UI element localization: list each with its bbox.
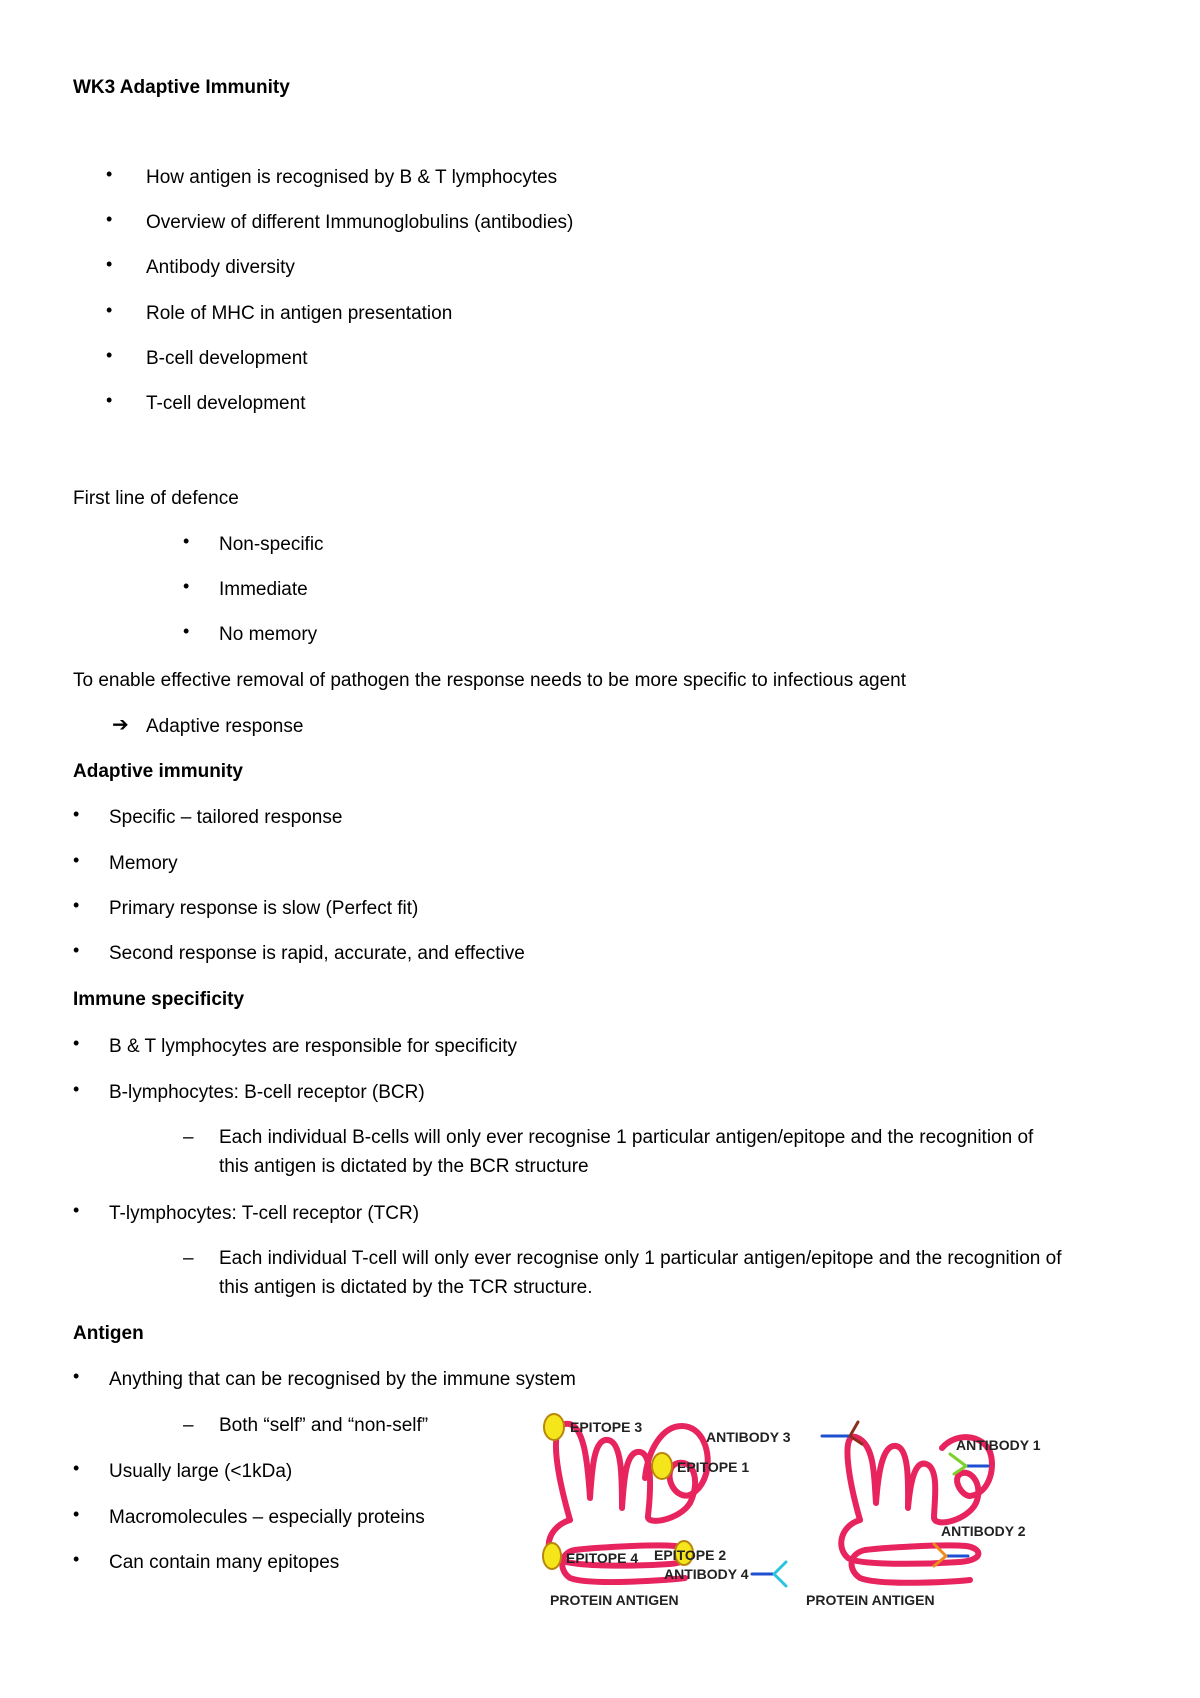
specific-sentence: To enable effective removal of pathogen the response needs to be more specific to infectious agent	[73, 670, 907, 691]
outline-item: Overview of different Immunoglobulins (antibodies)	[146, 212, 574, 233]
bullet: •	[73, 1504, 80, 1524]
antibody-3	[822, 1422, 862, 1444]
bullet: •	[183, 621, 190, 641]
outline-item: Antibody diversity	[146, 257, 295, 278]
right-protein-antigen	[841, 1437, 992, 1583]
epitope-2-label: EPITOPE 2	[654, 1547, 727, 1563]
adaptive-response-text: Adaptive response	[146, 716, 304, 737]
adaptive-item: Second response is rapid, accurate, and effective	[109, 943, 525, 964]
antibody-3-label: ANTIBODY 3	[706, 1429, 791, 1445]
antigen-item: Macromolecules – especially proteins	[109, 1507, 425, 1528]
antigen-item: Can contain many epitopes	[109, 1552, 340, 1573]
dash: –	[183, 1127, 194, 1148]
right-protein-caption: PROTEIN ANTIGEN	[806, 1592, 935, 1608]
bullet: •	[73, 850, 80, 870]
outline-item: How antigen is recognised by B & T lymphocytes	[146, 167, 558, 188]
bullet: •	[106, 345, 113, 365]
bullet: •	[73, 1458, 80, 1478]
antibody-4-label: ANTIBODY 4	[664, 1566, 749, 1582]
bullet: •	[73, 804, 80, 824]
antigen-item: Usually large (<1kDa)	[109, 1461, 293, 1482]
specificity-item: B-lymphocytes: B-cell receptor (BCR)	[109, 1082, 425, 1103]
outline-item: T-cell development	[146, 393, 306, 414]
epitope-4-marker	[543, 1543, 561, 1569]
bullet: •	[73, 1079, 80, 1099]
epitope-3-marker	[544, 1414, 564, 1440]
first-line-item: No memory	[219, 624, 318, 645]
first-line-item: Immediate	[219, 579, 308, 600]
antigen-heading: Antigen	[73, 1323, 144, 1344]
bullet: •	[73, 1033, 80, 1053]
antibody-4	[752, 1562, 786, 1586]
outline-item: B-cell development	[146, 348, 308, 369]
epitope-1-marker	[652, 1453, 672, 1479]
antigen-item: Anything that can be recognised by the immune system	[109, 1369, 576, 1390]
epitope-4-label: EPITOPE 4	[566, 1550, 639, 1566]
bcr-sub-line: Each individual B-cells will only ever recognise 1 particular antigen/epitope and the recognition of	[219, 1127, 1034, 1148]
epitope-1-label: EPITOPE 1	[677, 1459, 750, 1475]
antibody-1-label: ANTIBODY 1	[956, 1437, 1041, 1453]
bullet: •	[73, 1549, 80, 1569]
bullet: •	[73, 1366, 80, 1386]
bullet: •	[73, 940, 80, 960]
bullet: •	[106, 254, 113, 274]
outline-item: Role of MHC in antigen presentation	[146, 303, 453, 324]
antigen-sub-item: Both “self” and “non-self”	[219, 1415, 429, 1436]
specificity-heading: Immune specificity	[73, 989, 245, 1010]
tcr-sub-line: Each individual T-cell will only ever recognise only 1 particular antigen/epitope and the recognition of	[219, 1248, 1062, 1269]
bullet: •	[106, 390, 113, 410]
bullet: •	[106, 209, 113, 229]
bullet: •	[106, 300, 113, 320]
epitope-antibody-diagram	[530, 1408, 1130, 1623]
bullet: •	[106, 164, 113, 184]
first-line-heading: First line of defence	[73, 488, 239, 509]
epitope-3-label: EPITOPE 3	[570, 1419, 643, 1435]
page-title: WK3 Adaptive Immunity	[73, 77, 290, 98]
adaptive-item: Memory	[109, 853, 178, 874]
tcr-sub-line: this antigen is dictated by the TCR structure.	[219, 1277, 593, 1298]
first-line-item: Non-specific	[219, 534, 324, 555]
bcr-sub-line: this antigen is dictated by the BCR structure	[219, 1156, 589, 1177]
dash: –	[183, 1248, 194, 1269]
bullet: •	[73, 895, 80, 915]
bullet: •	[183, 576, 190, 596]
antibody-2-label: ANTIBODY 2	[941, 1523, 1026, 1539]
adaptive-item: Primary response is slow (Perfect fit)	[109, 898, 419, 919]
bullet: •	[73, 1200, 80, 1220]
dash: –	[183, 1415, 194, 1436]
specificity-item: B & T lymphocytes are responsible for specificity	[109, 1036, 517, 1057]
left-protein-caption: PROTEIN ANTIGEN	[550, 1592, 679, 1608]
arrow-icon: ➔	[112, 714, 129, 736]
specificity-item: T-lymphocytes: T-cell receptor (TCR)	[109, 1203, 420, 1224]
adaptive-item: Specific – tailored response	[109, 807, 343, 828]
adaptive-heading: Adaptive immunity	[73, 761, 243, 782]
bullet: •	[183, 531, 190, 551]
